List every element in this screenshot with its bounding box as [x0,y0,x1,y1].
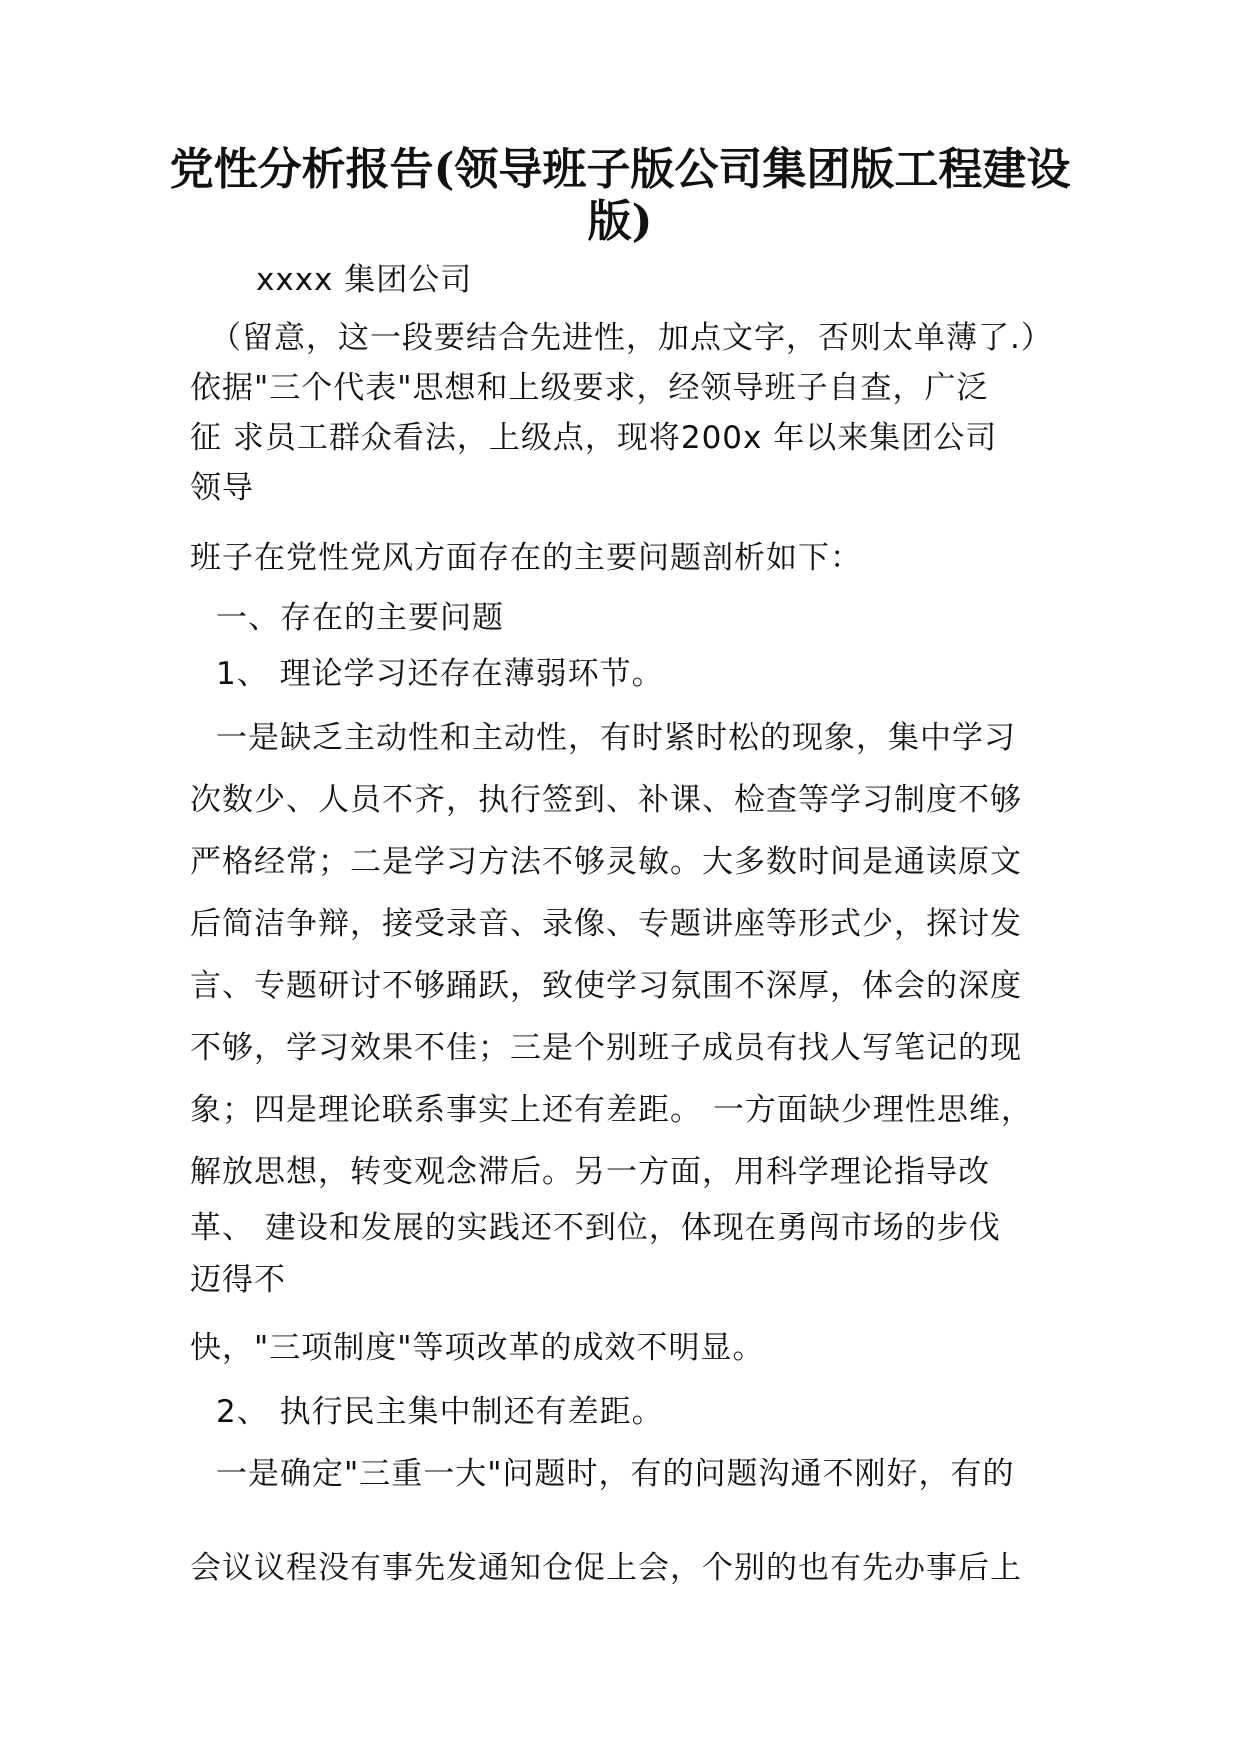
body-line: 不够，学习效果不佳；三是个别班子成员有找人写笔记的现 [190,1030,1022,1066]
body-line: 快，"三项制度"等项改革的成效不明显。 [190,1330,765,1366]
section-heading: 一、存在的主要问题 [216,600,504,636]
body-line: 领导 [190,470,254,506]
body-line: 迈得不 [190,1262,286,1298]
body-line: （留意，这一段要结合先进性，加点文字，否则太单薄了.） [210,320,1053,356]
subsection-heading: 2、 执行民主集中制还有差距。 [216,1394,664,1430]
body-line: 后简洁争辩，接受录音、录像、专题讲座等形式少，探讨发 [190,906,1022,942]
document-title-line-1: 党性分析报告(领导班子版公司集团版工程建设 [169,144,1071,195]
document-title-line-2: 版) [587,196,653,247]
body-line: 言、专题研讨不够踊跃，致使学习氛围不深厚，体会的深度 [190,968,1022,1004]
subsection-heading: 1、 理论学习还存在薄弱环节。 [216,656,664,692]
body-line: 次数少、人员不齐，执行签到、补课、检查等学习制度不够 [190,782,1022,818]
company-name: xxxx 集团公司 [256,262,473,298]
body-line: 依据"三个代表"思想和上级要求，经领导班子自查，广泛 [190,370,989,406]
body-line: 会议议程没有事先发通知仓促上会，个别的也有先办事后上 [190,1550,1022,1586]
body-line: 征 求员工群众看法，上级点，现将200x 年以来集团公司 [190,420,998,456]
body-line: 班子在党性党风方面存在的主要问题剖析如下： [190,540,862,576]
body-line: 一是确定"三重一大"问题时，有的问题沟通不刚好，有的 [216,1456,1015,1492]
body-line: 一是缺乏主动性和主动性，有时紧时松的现象，集中学习 [216,720,1016,756]
body-line: 象；四是理论联系事实上还有差距。 一方面缺少理性思维， [190,1092,1033,1128]
body-line: 解放思想，转变观念滞后。另一方面，用科学理论指导改 [190,1154,990,1190]
body-line: 革、 建设和发展的实践还不到位，体现在勇闯市场的步伐 [190,1210,1001,1246]
body-line: 严格经常；二是学习方法不够灵敏。大多数时间是通读原文 [190,844,1022,880]
